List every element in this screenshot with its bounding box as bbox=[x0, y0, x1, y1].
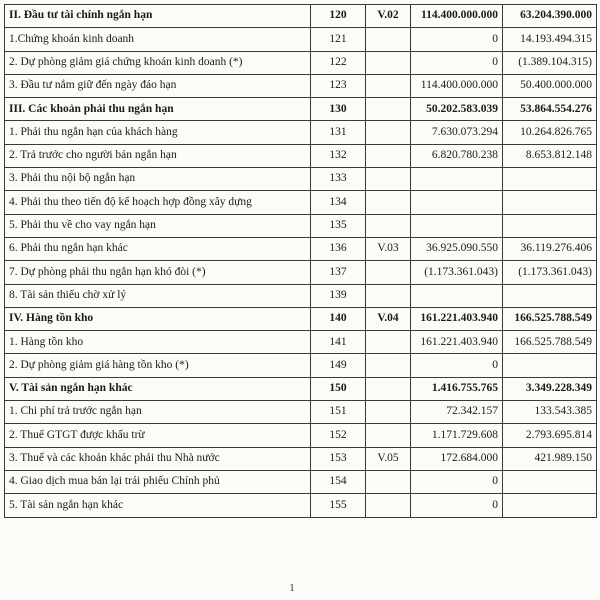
row-code-cell: 132 bbox=[311, 144, 366, 167]
row-note-cell bbox=[366, 74, 411, 97]
row-name-cell: 4. Giao dịch mua bán lại trái phiếu Chính phủ bbox=[5, 470, 311, 493]
row-code-cell: 131 bbox=[311, 121, 366, 144]
table-row bbox=[5, 261, 597, 284]
row-code-cell: 137 bbox=[311, 261, 366, 284]
row-code-cell: 152 bbox=[311, 424, 366, 447]
row-name-cell: 1.Chứng khoán kinh doanh bbox=[5, 28, 311, 51]
row-current-value-cell bbox=[411, 191, 503, 214]
table-row bbox=[5, 74, 597, 97]
row-name-cell: 6. Phải thu ngắn hạn khác bbox=[5, 237, 311, 260]
row-previous-value-cell: (1.389.104.315) bbox=[503, 51, 597, 74]
row-current-value-cell: 50.202.583.039 bbox=[411, 98, 503, 121]
row-name-cell: 1. Hàng tồn kho bbox=[5, 331, 311, 354]
row-code-cell: 154 bbox=[311, 470, 366, 493]
row-previous-value-cell: 14.193.494.315 bbox=[503, 28, 597, 51]
row-note-cell bbox=[366, 401, 411, 424]
row-previous-value-cell: 133.543.385 bbox=[503, 401, 597, 424]
row-code-cell: 136 bbox=[311, 237, 366, 260]
row-previous-value-cell: 3.349.228.349 bbox=[503, 377, 597, 400]
table-row bbox=[5, 354, 597, 377]
row-code-cell: 134 bbox=[311, 191, 366, 214]
row-previous-value-cell bbox=[503, 494, 597, 517]
row-current-value-cell: 7.630.073.294 bbox=[411, 121, 503, 144]
row-name-cell: 5. Phải thu về cho vay ngắn hạn bbox=[5, 214, 311, 237]
row-note-cell bbox=[366, 377, 411, 400]
row-current-value-cell bbox=[411, 168, 503, 191]
row-previous-value-cell bbox=[503, 284, 597, 307]
row-name-cell: 1. Chi phí trả trước ngắn hạn bbox=[5, 401, 311, 424]
row-previous-value-cell bbox=[503, 214, 597, 237]
row-previous-value-cell: 166.525.788.549 bbox=[503, 331, 597, 354]
row-current-value-cell: 36.925.090.550 bbox=[411, 237, 503, 260]
row-code-cell: 123 bbox=[311, 74, 366, 97]
row-note-cell: V.04 bbox=[366, 307, 411, 330]
row-note-cell bbox=[366, 144, 411, 167]
row-code-cell: 155 bbox=[311, 494, 366, 517]
table-row bbox=[5, 168, 597, 191]
row-note-cell bbox=[366, 494, 411, 517]
row-name-cell: 3. Đầu tư nắm giữ đến ngày đáo hạn bbox=[5, 74, 311, 97]
row-current-value-cell: (1.173.361.043) bbox=[411, 261, 503, 284]
table-row bbox=[5, 5, 597, 28]
row-previous-value-cell bbox=[503, 354, 597, 377]
table-row bbox=[5, 377, 597, 400]
row-previous-value-cell bbox=[503, 470, 597, 493]
row-current-value-cell: 0 bbox=[411, 470, 503, 493]
row-current-value-cell: 161.221.403.940 bbox=[411, 331, 503, 354]
row-current-value-cell: 0 bbox=[411, 494, 503, 517]
row-name-cell: 1. Phải thu ngắn hạn của khách hàng bbox=[5, 121, 311, 144]
row-code-cell: 121 bbox=[311, 28, 366, 51]
row-code-cell: 130 bbox=[311, 98, 366, 121]
table-row bbox=[5, 144, 597, 167]
row-note-cell: V.03 bbox=[366, 237, 411, 260]
row-code-cell: 150 bbox=[311, 377, 366, 400]
row-code-cell: 120 bbox=[311, 5, 366, 28]
table-row bbox=[5, 470, 597, 493]
row-note-cell bbox=[366, 261, 411, 284]
table-row bbox=[5, 191, 597, 214]
row-name-cell: III. Các khoản phải thu ngắn hạn bbox=[5, 98, 311, 121]
row-name-cell: 2. Thuế GTGT được khấu trừ bbox=[5, 424, 311, 447]
row-current-value-cell: 1.171.729.608 bbox=[411, 424, 503, 447]
row-note-cell bbox=[366, 121, 411, 144]
row-current-value-cell: 0 bbox=[411, 354, 503, 377]
row-previous-value-cell: 166.525.788.549 bbox=[503, 307, 597, 330]
table-row bbox=[5, 51, 597, 74]
row-current-value-cell bbox=[411, 214, 503, 237]
row-code-cell: 149 bbox=[311, 354, 366, 377]
row-previous-value-cell: 8.653.812.148 bbox=[503, 144, 597, 167]
row-name-cell: 2. Dự phòng giảm giá chứng khoán kinh doanh (*) bbox=[5, 51, 311, 74]
row-previous-value-cell bbox=[503, 191, 597, 214]
row-note-cell bbox=[366, 214, 411, 237]
row-note-cell: V.05 bbox=[366, 447, 411, 470]
row-previous-value-cell: (1.173.361.043) bbox=[503, 261, 597, 284]
row-note-cell: V.02 bbox=[366, 5, 411, 28]
row-name-cell: IV. Hàng tồn kho bbox=[5, 307, 311, 330]
row-code-cell: 153 bbox=[311, 447, 366, 470]
table-row bbox=[5, 424, 597, 447]
row-note-cell bbox=[366, 98, 411, 121]
row-name-cell: II. Đầu tư tài chính ngắn hạn bbox=[5, 5, 311, 28]
row-current-value-cell: 114.400.000.000 bbox=[411, 74, 503, 97]
row-previous-value-cell: 421.989.150 bbox=[503, 447, 597, 470]
table-row bbox=[5, 284, 597, 307]
table-row bbox=[5, 98, 597, 121]
row-current-value-cell: 0 bbox=[411, 28, 503, 51]
table-body bbox=[5, 5, 597, 518]
row-previous-value-cell: 50.400.000.000 bbox=[503, 74, 597, 97]
row-note-cell bbox=[366, 168, 411, 191]
row-name-cell: 3. Phải thu nội bộ ngắn hạn bbox=[5, 168, 311, 191]
row-previous-value-cell: 10.264.826.765 bbox=[503, 121, 597, 144]
row-note-cell bbox=[366, 354, 411, 377]
balance-sheet-table bbox=[4, 4, 597, 518]
row-code-cell: 141 bbox=[311, 331, 366, 354]
row-code-cell: 122 bbox=[311, 51, 366, 74]
row-current-value-cell: 1.416.755.765 bbox=[411, 377, 503, 400]
row-name-cell: 4. Phải thu theo tiến độ kế hoạch hợp đồng xây dựng bbox=[5, 191, 311, 214]
row-code-cell: 140 bbox=[311, 307, 366, 330]
row-name-cell: 5. Tài sản ngắn hạn khác bbox=[5, 494, 311, 517]
row-note-cell bbox=[366, 284, 411, 307]
row-previous-value-cell: 2.793.695.814 bbox=[503, 424, 597, 447]
row-note-cell bbox=[366, 191, 411, 214]
row-code-cell: 133 bbox=[311, 168, 366, 191]
table-row bbox=[5, 121, 597, 144]
table-row bbox=[5, 237, 597, 260]
row-name-cell: 2. Trả trước cho người bán ngắn hạn bbox=[5, 144, 311, 167]
row-note-cell bbox=[366, 424, 411, 447]
table-row bbox=[5, 447, 597, 470]
row-current-value-cell: 6.820.780.238 bbox=[411, 144, 503, 167]
row-code-cell: 139 bbox=[311, 284, 366, 307]
table-row bbox=[5, 401, 597, 424]
row-current-value-cell bbox=[411, 284, 503, 307]
row-code-cell: 135 bbox=[311, 214, 366, 237]
row-note-cell bbox=[366, 470, 411, 493]
row-name-cell: V. Tài sản ngắn hạn khác bbox=[5, 377, 311, 400]
table-row bbox=[5, 331, 597, 354]
row-code-cell: 151 bbox=[311, 401, 366, 424]
row-current-value-cell: 172.684.000 bbox=[411, 447, 503, 470]
row-name-cell: 2. Dự phòng giảm giá hàng tồn kho (*) bbox=[5, 354, 311, 377]
page-number: 1 bbox=[289, 582, 295, 594]
table-row bbox=[5, 494, 597, 517]
row-name-cell: 7. Dự phòng phải thu ngắn hạn khó đòi (*) bbox=[5, 261, 311, 284]
table-row bbox=[5, 214, 597, 237]
row-previous-value-cell bbox=[503, 168, 597, 191]
row-previous-value-cell: 36.119.276.406 bbox=[503, 237, 597, 260]
row-previous-value-cell: 53.864.554.276 bbox=[503, 98, 597, 121]
row-note-cell bbox=[366, 331, 411, 354]
row-previous-value-cell: 63.204.390.000 bbox=[503, 5, 597, 28]
table-row bbox=[5, 307, 597, 330]
row-name-cell: 3. Thuế và các khoản khác phải thu Nhà nước bbox=[5, 447, 311, 470]
row-current-value-cell: 114.400.000.000 bbox=[411, 5, 503, 28]
table-row bbox=[5, 28, 597, 51]
row-current-value-cell: 0 bbox=[411, 51, 503, 74]
row-note-cell bbox=[366, 28, 411, 51]
row-current-value-cell: 72.342.157 bbox=[411, 401, 503, 424]
row-name-cell: 8. Tài sản thiếu chờ xử lý bbox=[5, 284, 311, 307]
row-current-value-cell: 161.221.403.940 bbox=[411, 307, 503, 330]
row-note-cell bbox=[366, 51, 411, 74]
